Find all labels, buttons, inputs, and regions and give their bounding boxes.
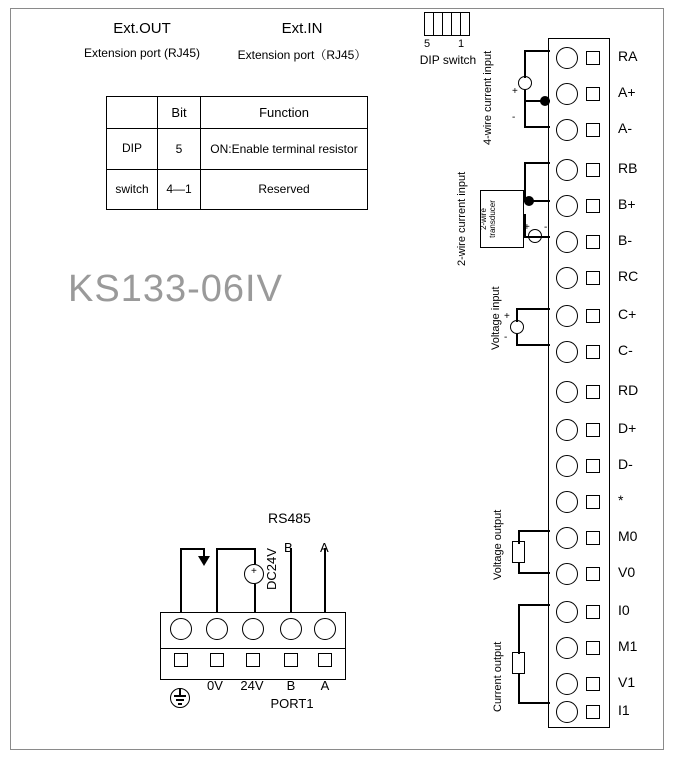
four-wire-current-input-label: 4-wire current input: [482, 50, 494, 145]
terminal-row: [548, 556, 668, 592]
model-name: KS133-06IV: [68, 268, 283, 310]
port1-pin4-screw-icon: [280, 618, 302, 640]
two-wire-current-input-label: 2-wire current input: [456, 171, 468, 266]
wire-ra-down: [524, 50, 526, 78]
dip-row2-function: Reserved: [201, 169, 368, 209]
wire-m1-down: [518, 604, 520, 654]
wire-24v: [254, 584, 256, 612]
terminal-screw-icon: [556, 231, 578, 253]
port1-pin1-pad-icon: [174, 653, 188, 667]
dip-row1-name: DIP: [107, 129, 158, 169]
dip-row2-bit: 4—1: [158, 169, 201, 209]
ext-out-title: Ext.OUT: [113, 20, 171, 37]
terminal-row: [548, 188, 668, 224]
table-header-function: Function: [201, 97, 368, 129]
terminal-row: [548, 112, 668, 148]
terminal-row: [548, 630, 668, 666]
wire-i1: [518, 702, 550, 704]
terminal-row: [548, 224, 668, 260]
terminal-row: [548, 298, 668, 334]
dip-function-table: [106, 96, 368, 210]
terminal-pad-icon: [586, 677, 600, 691]
terminal-label: RD: [618, 382, 639, 398]
dc24v-label: DC24V: [264, 548, 279, 590]
port1-divider: [160, 648, 346, 649]
terminal-row: [548, 484, 668, 520]
polarity-minus-voltage-input: -: [504, 332, 508, 343]
wire-dc-down: [254, 548, 256, 564]
source-symbol-4wire: [518, 76, 532, 90]
terminal-label: M1: [618, 638, 638, 654]
terminal-label: RB: [618, 160, 638, 176]
junction-dot-b-plus: [524, 196, 534, 206]
terminal-screw-icon: [556, 305, 578, 327]
rs485-b-label: B: [284, 540, 293, 555]
table-header-row: [107, 97, 368, 129]
polarity-minus-4wire: -: [512, 112, 516, 123]
ground-line-2: [176, 699, 184, 701]
terminal-row: [548, 76, 668, 112]
dip-row1-bit: 5: [158, 129, 201, 169]
terminal-screw-icon: [556, 563, 578, 585]
terminal-pad-icon: [586, 87, 600, 101]
wire-a-minus-down: [524, 100, 526, 128]
port1-pin3-pad-icon: [246, 653, 260, 667]
terminal-label: C-: [618, 342, 633, 358]
terminal-label: A+: [618, 84, 636, 100]
polarity-plus-4wire: +: [512, 86, 518, 97]
terminal-row: [548, 152, 668, 188]
terminal-pad-icon: [586, 641, 600, 655]
table-header-blank: [107, 97, 158, 129]
wire-ra: [524, 50, 550, 52]
voltage-output-label: Voltage output: [492, 509, 504, 580]
terminal-pad-icon: [586, 705, 600, 719]
terminal-pad-icon: [586, 199, 600, 213]
ground-line-1: [174, 695, 186, 697]
port1-pin5-label: A: [320, 678, 330, 693]
terminal-screw-icon: [556, 637, 578, 659]
terminal-screw-icon: [556, 195, 578, 217]
terminal-label: V0: [618, 564, 636, 580]
terminal-screw-icon: [556, 159, 578, 181]
wire-dc-top: [216, 548, 256, 550]
wire-v0: [518, 572, 550, 574]
port1-pin1-screw-icon: [170, 618, 192, 640]
terminal-screw-icon: [556, 701, 578, 723]
current-output-label: Current output: [492, 641, 504, 712]
terminal-pad-icon: [586, 495, 600, 509]
terminal-pad-icon: [586, 123, 600, 137]
dip-switch-number-5: 5: [424, 38, 431, 50]
ground-stem: [179, 688, 181, 695]
port1-pin3-screw-icon: [242, 618, 264, 640]
terminal-label: I0: [618, 602, 630, 618]
wire-a-minus: [524, 126, 550, 128]
terminal-row: [548, 412, 668, 448]
dip-row2-name: switch: [107, 169, 158, 209]
terminal-row: [548, 694, 668, 730]
dc-source-plus: +: [251, 566, 257, 577]
wire-rb: [524, 162, 550, 164]
wire-ground-vertical: [180, 548, 182, 612]
ground-line-3: [178, 703, 182, 705]
wire-c-plus: [516, 308, 550, 310]
terminal-pad-icon: [586, 163, 600, 177]
terminal-label: *: [618, 492, 624, 508]
terminal-screw-icon: [556, 267, 578, 289]
terminal-row: [548, 334, 668, 370]
rs485-label: RS485: [268, 510, 311, 526]
polarity-plus-2wire: +: [524, 222, 530, 233]
polarity-plus-voltage-input: +: [504, 311, 510, 322]
terminal-screw-icon: [556, 381, 578, 403]
terminal-pad-icon: [586, 309, 600, 323]
terminal-label: B+: [618, 196, 636, 212]
junction-dot-a-plus: [540, 96, 550, 106]
port1-pin5-pad-icon: [318, 653, 332, 667]
terminal-pad-icon: [586, 271, 600, 285]
rs485-a-label: A: [320, 540, 329, 555]
terminal-pad-icon: [586, 235, 600, 249]
terminal-row: [548, 260, 668, 296]
terminal-screw-icon: [556, 491, 578, 513]
port1-pin2-pad-icon: [210, 653, 224, 667]
table-row: [107, 169, 368, 209]
table-header-bit: Bit: [158, 97, 201, 129]
terminal-row: [548, 448, 668, 484]
terminal-screw-icon: [556, 341, 578, 363]
terminal-screw-icon: [556, 673, 578, 695]
source-symbol-voltage-input: [510, 320, 524, 334]
port1-pin2-label: 0V: [207, 678, 223, 693]
terminal-label: D+: [618, 420, 637, 436]
terminal-label: M0: [618, 528, 638, 544]
terminal-screw-icon: [556, 47, 578, 69]
port1-pin3-label: 24V: [240, 678, 264, 693]
dip-switch-icon: [424, 12, 470, 36]
wire-m1: [518, 604, 550, 606]
wire-b: [290, 548, 292, 612]
terminal-row: [548, 374, 668, 410]
terminal-label: B-: [618, 232, 632, 248]
terminal-pad-icon: [586, 345, 600, 359]
port1-pin4-pad-icon: [284, 653, 298, 667]
terminal-pad-icon: [586, 51, 600, 65]
table-row: [107, 129, 368, 169]
port1-name-label: PORT1: [270, 696, 314, 711]
port1-pin5-screw-icon: [314, 618, 336, 640]
terminal-pad-icon: [586, 385, 600, 399]
dip-row1-function: ON:Enable terminal resistor: [201, 129, 368, 169]
arrow-down-icon: [198, 556, 210, 566]
terminal-label: I1: [618, 702, 630, 718]
terminal-label: V1: [618, 674, 636, 690]
terminal-label: RA: [618, 48, 638, 64]
terminal-label: C+: [618, 306, 637, 322]
terminal-label: D-: [618, 456, 633, 472]
terminal-screw-icon: [556, 527, 578, 549]
wire-c-minus: [516, 344, 550, 346]
terminal-pad-icon: [586, 567, 600, 581]
terminal-screw-icon: [556, 419, 578, 441]
dip-switch-number-1: 1: [458, 38, 465, 50]
ext-out-subtitle: Extension port (RJ45): [83, 46, 201, 60]
ext-in-subtitle: Extension port（RJ45）: [237, 48, 367, 62]
voltage-input-label: Voltage input: [490, 286, 502, 350]
wire-0v: [216, 548, 218, 612]
terminal-screw-icon: [556, 119, 578, 141]
terminal-pad-icon: [586, 459, 600, 473]
terminal-label: A-: [618, 120, 632, 136]
terminal-screw-icon: [556, 601, 578, 623]
terminal-pad-icon: [586, 531, 600, 545]
terminal-screw-icon: [556, 83, 578, 105]
wire-i1-down: [518, 673, 520, 703]
terminal-label: RC: [618, 268, 639, 284]
terminal-row: [548, 520, 668, 556]
terminal-screw-icon: [556, 455, 578, 477]
wire-ground-top: [180, 548, 204, 550]
wire-m0: [518, 530, 550, 532]
load-resistor-current-output: [512, 652, 525, 674]
port1-pin4-label: B: [286, 678, 296, 693]
terminal-row: [548, 594, 668, 630]
wire-a: [324, 548, 326, 612]
terminal-pad-icon: [586, 605, 600, 619]
port1-pin2-screw-icon: [206, 618, 228, 640]
ext-in-title: Ext.IN: [281, 20, 323, 37]
terminal-row: [548, 40, 668, 76]
source-symbol-2wire: [528, 229, 542, 243]
polarity-minus-2wire: -: [544, 222, 548, 233]
terminal-pad-icon: [586, 423, 600, 437]
two-wire-transducer-label: 2-wire transducer: [479, 200, 497, 238]
load-resistor-voltage-output: [512, 541, 525, 563]
dip-switch-caption: DIP switch: [419, 53, 477, 67]
